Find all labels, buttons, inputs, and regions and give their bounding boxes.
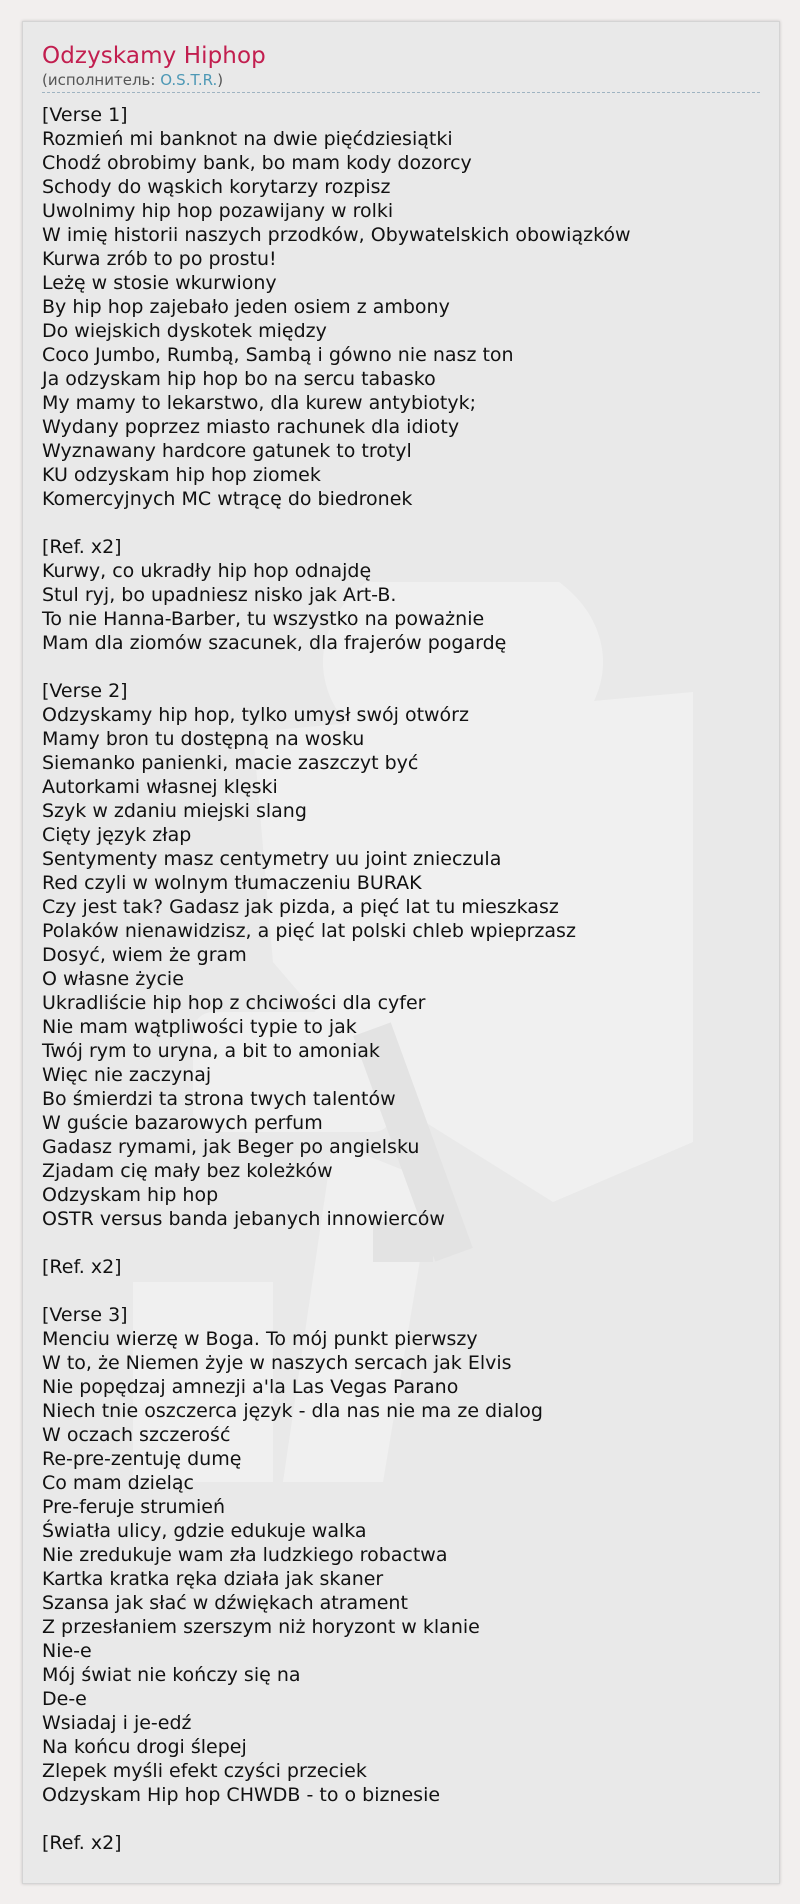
lyric-blank-line — [42, 655, 760, 679]
lyrics-text — [42, 103, 760, 1855]
lyric-blank-line — [42, 1279, 760, 1303]
lyric-line: Ukradliście hip hop z chciwości dla cyfer — [42, 992, 426, 1014]
lyric-line: Nie zredukuje wam zła ludzkiego robactwa — [42, 1544, 448, 1566]
lyric-line: Nie popędzaj amnezji a'la Las Vegas Parano — [42, 1376, 459, 1398]
lyric-line: Stul ryj, bo upadniesz nisko jak Art-B. — [42, 584, 397, 606]
artist-link[interactable]: O.S.T.R. — [160, 71, 218, 89]
lyric-line: Mam dla ziomów szacunek, dla frajerów pogardę — [42, 632, 507, 654]
lyric-line: Wydany poprzez miasto rachunek dla idioty — [42, 416, 460, 438]
lyric-blank-line — [42, 1231, 760, 1255]
lyric-line: Odzyskamy hip hop, tylko umysł swój otwórz — [42, 704, 469, 726]
lyric-line: O własne życie — [42, 968, 184, 990]
lyric-line: Twój rym to uryna, a bit to amoniak — [42, 1040, 380, 1062]
lyric-line: Autorkami własnej klęski — [42, 776, 278, 798]
lyric-line: Zjadam cię mały bez koleżków — [42, 1160, 333, 1182]
lyric-line: Zlepek myśli efekt czyści przeciek — [42, 1760, 367, 1782]
lyric-line: W imię historii naszych przodków, Obywatelskich obowiązków — [42, 224, 631, 246]
lyric-line: Szyk w zdaniu miejski slang — [42, 800, 307, 822]
lyric-line: De-e — [42, 1688, 87, 1710]
lyric-line: Siemanko panienki, macie zaszczyt być — [42, 752, 419, 774]
lyric-blank-line — [42, 511, 760, 535]
lyric-line: Odzyskam Hip hop CHWDB - to o biznesie — [42, 1784, 441, 1806]
lyric-line: Menciu wierzę w Boga. To mój punkt pierwszy — [42, 1328, 478, 1350]
lyric-line: Chodź obrobimy bank, bo mam kody dozorcy — [42, 152, 472, 174]
lyric-line: [Verse 2] — [42, 680, 128, 702]
lyric-line: Światła ulicy, gdzie edukuje walka — [42, 1520, 367, 1542]
lyric-line: Polaków nienawidzisz, a pięć lat polski chleb wpieprzasz — [42, 920, 576, 942]
lyric-line: Mój świat nie kończy się na — [42, 1664, 301, 1686]
lyric-line: Gadasz rymami, jak Beger po angielsku — [42, 1136, 420, 1158]
lyrics-content — [42, 41, 760, 1855]
lyric-line: W guście bazarowych perfum — [42, 1112, 323, 1134]
lyric-line: [Ref. x2] — [42, 1832, 122, 1854]
lyrics-card — [22, 21, 780, 1884]
artist-prefix: (исполнитель: — [42, 71, 161, 89]
lyric-line: Red czyli w wolnym tłumaczeniu BURAK — [42, 872, 422, 894]
lyric-line: Sentymenty masz centymetry uu joint znieczula — [42, 848, 502, 870]
lyric-line: Komercyjnych MC wtrącę do biedronek — [42, 488, 413, 510]
lyric-line: Na końcu drogi ślepej — [42, 1736, 247, 1758]
song-title: Odzyskamy Hiphop — [42, 43, 266, 69]
lyric-line: Leżę w stosie wkurwiony — [42, 272, 277, 294]
lyric-line: Ja odzyskam hip hop bo na sercu tabasko — [42, 368, 436, 390]
lyric-line: Niech tnie oszczerca język - dla nas nie ma ze dialog — [42, 1400, 543, 1422]
lyric-line: Coco Jumbo, Rumbą, Sambą i gówno nie nasz ton — [42, 344, 514, 366]
lyric-line: Więc nie zaczynaj — [42, 1064, 212, 1086]
lyric-line: Rozmień mi banknot na dwie pięćdziesiątki — [42, 128, 453, 150]
lyric-line: Cięty język złap — [42, 824, 192, 846]
lyric-line: W oczach szczerość — [42, 1424, 231, 1446]
lyric-line: W to, że Niemen żyje w naszych sercach jak Elvis — [42, 1352, 512, 1374]
lyric-line: Pre-feruje strumień — [42, 1496, 226, 1518]
lyric-blank-line — [42, 1807, 760, 1831]
lyric-line: Bo śmierdzi ta strona twych talentów — [42, 1088, 396, 1110]
lyric-line: Wyznawany hardcore gatunek to trotyl — [42, 440, 412, 462]
lyric-line: Nie-e — [42, 1640, 92, 1662]
lyric-line: Co mam dzieląc — [42, 1472, 194, 1494]
lyric-line: [Verse 3] — [42, 1304, 128, 1326]
lyric-line: Odzyskam hip hop — [42, 1184, 219, 1206]
lyric-line: [Verse 1] — [42, 104, 128, 126]
lyric-line: Do wiejskich dyskotek między — [42, 320, 327, 342]
lyric-line: Kurwy, co ukradły hip hop odnajdę — [42, 560, 372, 582]
lyric-line: Schody do wąskich korytarzy rozpisz — [42, 176, 391, 198]
lyric-line: Wsiadaj i je-edź — [42, 1712, 192, 1734]
lyric-line: [Ref. x2] — [42, 536, 122, 558]
lyric-line: My mamy to lekarstwo, dla kurew antybiotyk; — [42, 392, 477, 414]
lyric-line: By hip hop zajebało jeden osiem z ambony — [42, 296, 450, 318]
artist-suffix: ) — [217, 71, 224, 89]
lyric-line: Z przesłaniem szerszym niż horyzont w klanie — [42, 1616, 480, 1638]
lyric-line: OSTR versus banda jebanych innowierców — [42, 1208, 445, 1230]
lyric-line: Kurwa zrób to po prostu! — [42, 248, 277, 270]
lyric-line: Dosyć, wiem że gram — [42, 944, 247, 966]
lyric-line: [Ref. x2] — [42, 1256, 122, 1278]
lyric-line: To nie Hanna-Barber, tu wszystko na poważnie — [42, 608, 485, 630]
lyric-line: Mamy bron tu dostępną na wosku — [42, 728, 365, 750]
lyric-line: KU odzyskam hip hop ziomek — [42, 464, 321, 486]
lyric-line: Szansa jak słać w dźwiękach atrament — [42, 1592, 408, 1614]
lyric-line: Kartka kratka ręka działa jak skaner — [42, 1568, 384, 1590]
lyric-line: Nie mam wątpliwości typie to jak — [42, 1016, 357, 1038]
lyric-line: Re-pre-zentuję dumę — [42, 1448, 242, 1470]
lyric-line: Uwolnimy hip hop pozawijany w rolki — [42, 200, 394, 222]
artist-line — [42, 71, 760, 93]
lyric-line: Czy jest tak? Gadasz jak pizda, a pięć lat tu mieszkasz — [42, 896, 559, 918]
